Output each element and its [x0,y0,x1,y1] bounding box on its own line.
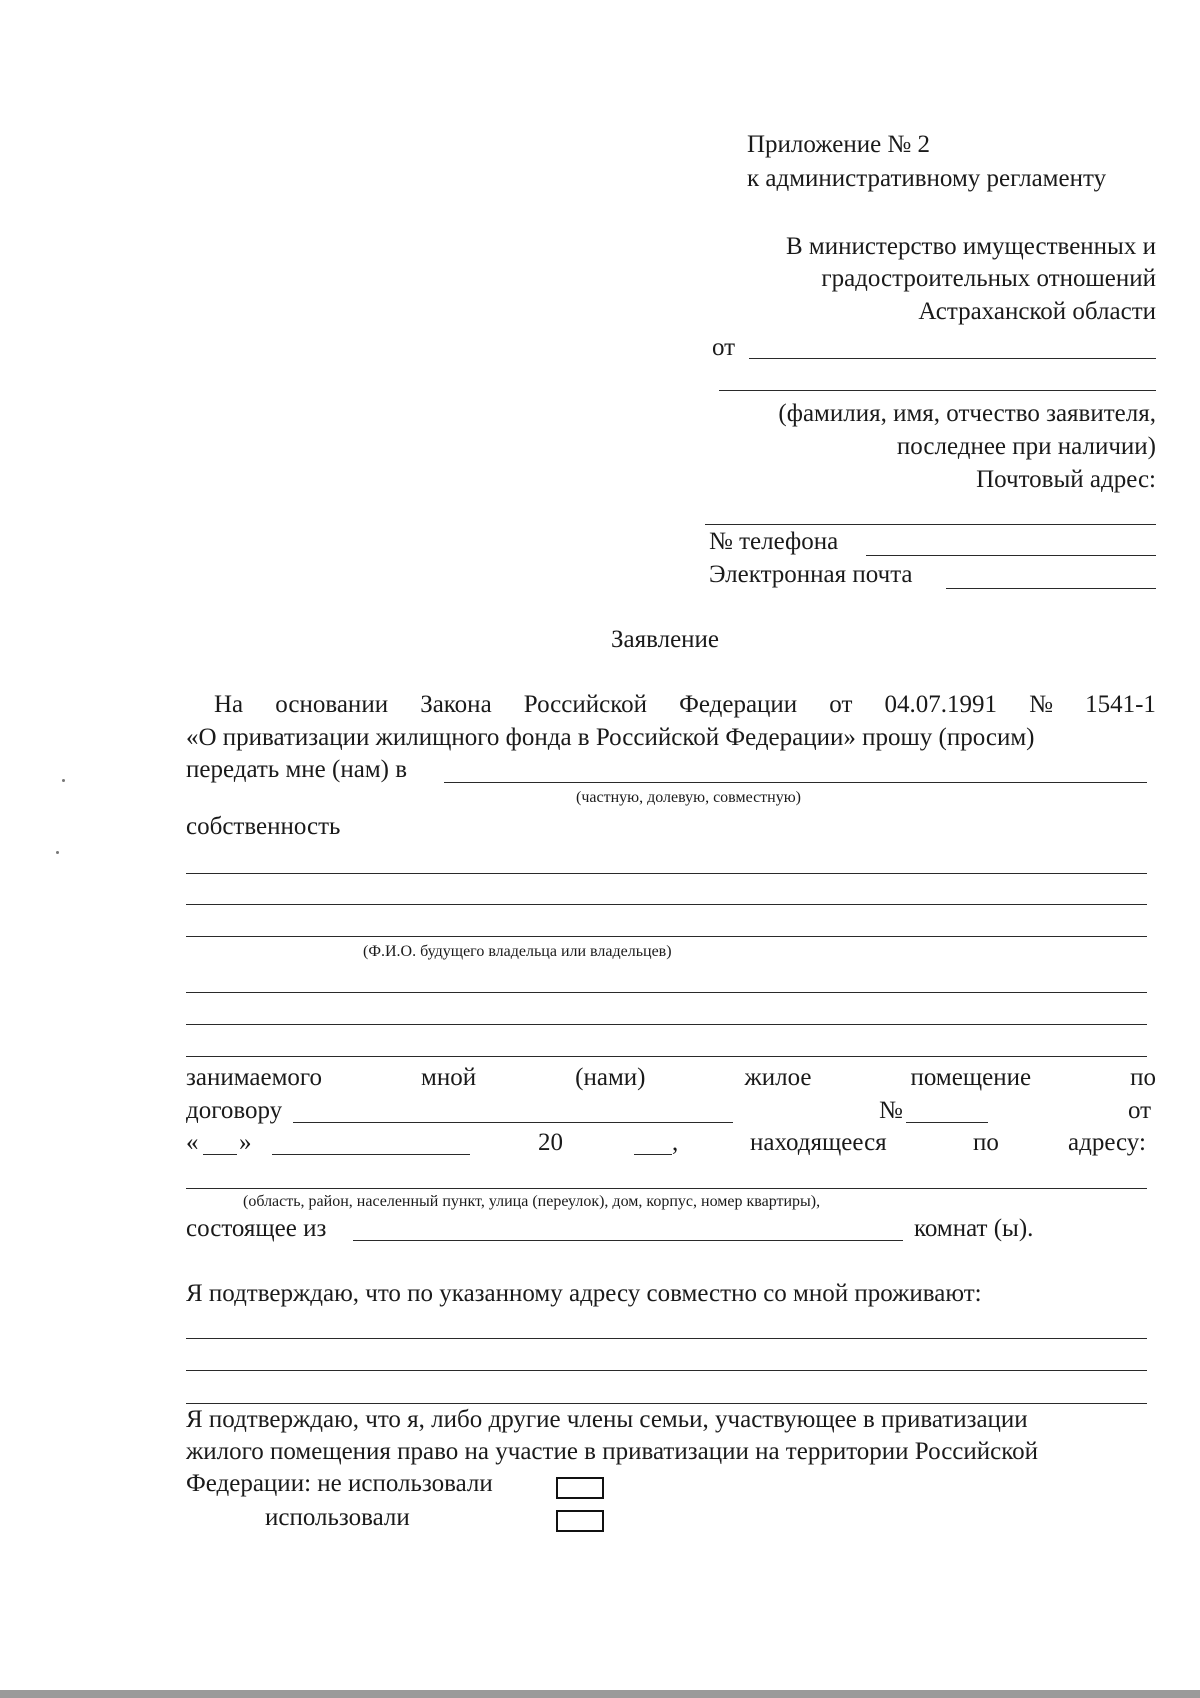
paragraph-1-line-2: «О приватизации жилищного фонда в Российской Федерации» прошу (просим) [186,724,1035,751]
fio-hint-1: (фамилия, имя, отчество заявителя, [778,400,1156,427]
at-label: по [973,1129,999,1156]
privatization-used-label: использовали [265,1504,410,1531]
cohabitants-field-line-3[interactable] [186,1403,1147,1404]
word: от [829,691,853,718]
paragraph-1-line-1 [214,690,1156,720]
cohabitants-field-line-2[interactable] [186,1370,1147,1371]
scan-speck [62,779,65,782]
word: 1541-1 [1085,691,1156,718]
postal-address-field-line[interactable] [705,524,1156,525]
owners-field-line-4[interactable] [186,992,1147,993]
appendix-title: Приложение № 2 [747,131,931,158]
ownership-word: собственность [186,813,341,840]
phone-label: № телефона [709,528,839,555]
contract-number-sign: № [879,1097,903,1124]
owners-hint: (Ф.И.О. будущего владельца или владельцев) [363,943,672,960]
contract-row-1 [186,1063,1156,1093]
word: Российской [523,691,647,718]
rooms-prefix: состоящее из [186,1215,327,1242]
word: На [214,691,244,718]
postal-address-label: Почтовый адрес: [976,466,1156,493]
ownership-type-field-line[interactable] [444,782,1147,783]
word: занимаемого [186,1064,323,1091]
privatization-line-2: жилого помещения право на участие в приватизации на территории Российской [186,1438,1039,1465]
address-label: адресу: [1068,1129,1146,1156]
date-comma: , [672,1129,679,1156]
rooms-field-line[interactable] [353,1240,903,1241]
contract-number-field-line[interactable] [906,1122,988,1123]
recipient-line-3: Астраханской области [918,298,1156,325]
owners-field-line-6[interactable] [186,1056,1147,1057]
address-hint: (область, район, населенный пункт, улица (переулок), дом, корпус, номер квартиры), [243,1193,821,1210]
privatization-line-1: Я подтверждаю, что я, либо другие члены семьи, участвующее в приватизации [186,1406,1028,1433]
contract-field-line[interactable] [293,1122,733,1123]
scan-speck [56,851,59,854]
contract-label: договору [186,1097,283,1124]
word: Закона [420,691,492,718]
date-close-quote: » [239,1129,252,1156]
rooms-suffix: комнат (ы). [914,1215,1034,1242]
used-checkbox[interactable] [556,1510,604,1532]
owners-field-line-2[interactable] [186,904,1147,905]
owners-field-line-1[interactable] [186,873,1147,874]
word: Федерации [679,691,798,718]
date-month-field-line[interactable] [272,1154,470,1155]
date-day-field-line[interactable] [203,1154,237,1155]
appendix-subtitle: к административному регламенту [747,165,1107,192]
word: № [1029,691,1053,718]
located-label: находящееся [750,1129,887,1156]
owners-field-line-5[interactable] [186,1024,1147,1025]
word: основании [275,691,389,718]
privatization-not-used-label: Федерации: не использовали [186,1470,493,1497]
email-label: Электронная почта [709,561,913,588]
cohabitants-statement: Я подтверждаю, что по указанному адресу совместно со мной проживают: [186,1280,982,1307]
fio-hint-2: последнее при наличии) [896,433,1156,460]
contract-from-label: от [1128,1097,1152,1124]
ownership-type-hint: (частную, долевую, совместную) [576,789,802,806]
email-field-line[interactable] [946,588,1156,589]
word: помещение [910,1064,1032,1091]
owners-field-line-3[interactable] [186,936,1147,937]
recipient-line-1: В министерство имущественных и [785,233,1156,260]
scan-bottom-edge [0,1690,1200,1698]
word: по [1130,1064,1156,1091]
from-label: от [712,334,736,361]
word: (нами) [575,1064,646,1091]
phone-field-line[interactable] [866,555,1156,556]
date-open-quote: « [186,1129,199,1156]
paragraph-1-line-3: передать мне (нам) в [186,756,408,783]
address-field-line[interactable] [186,1188,1147,1189]
date-year-field-line[interactable] [634,1154,672,1155]
word: 04.07.1991 [884,691,998,718]
word: мной [421,1064,477,1091]
from-field-line[interactable] [749,358,1156,359]
cohabitants-field-line-1[interactable] [186,1338,1147,1339]
word: жилое [744,1064,812,1091]
recipient-line-2: градостроительных отношений [821,265,1156,292]
not-used-checkbox[interactable] [556,1477,604,1499]
from-field-line-2[interactable] [719,390,1156,391]
date-year-prefix: 20 [538,1129,563,1156]
document-title: Заявление [611,626,720,653]
